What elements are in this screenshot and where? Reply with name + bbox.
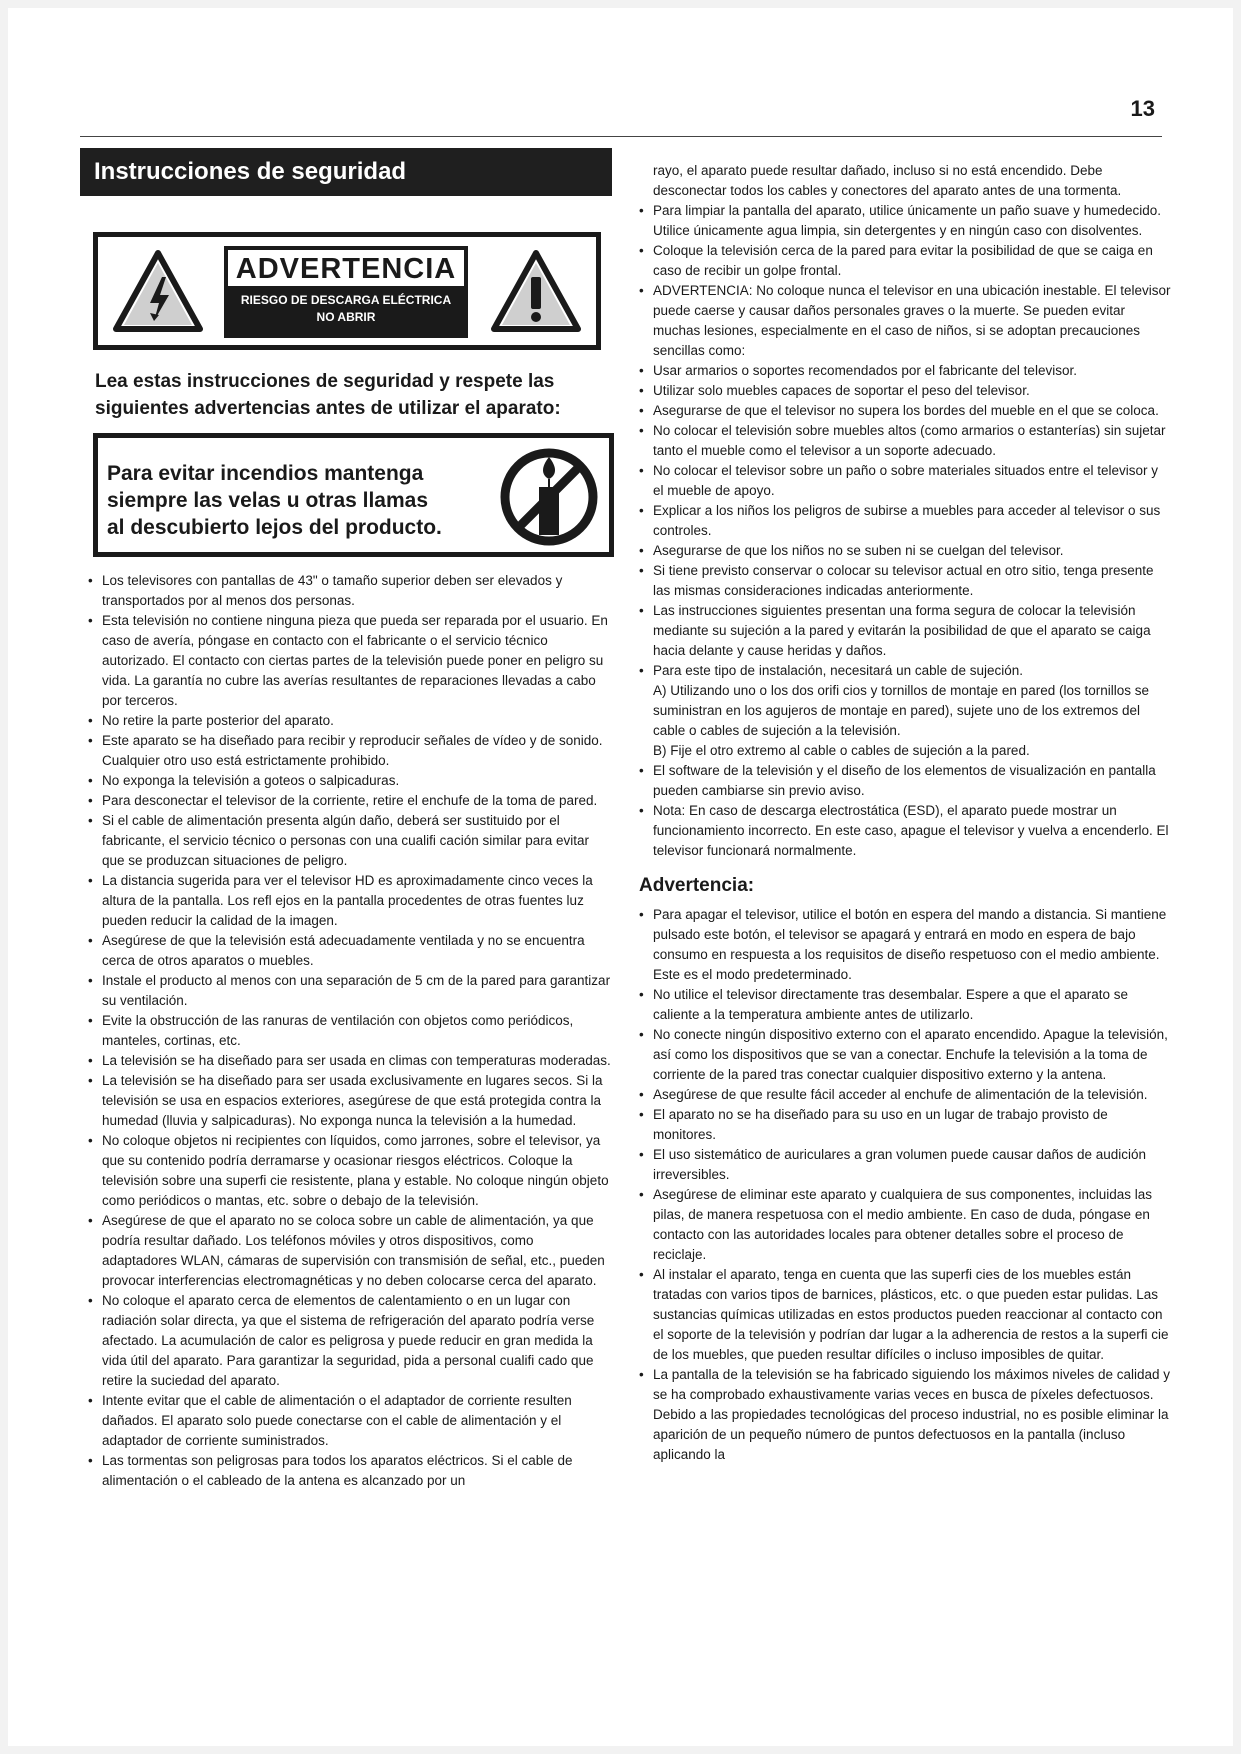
list-item: • Asegúrese de que el aparato no se coloca sobre un cable de alimentación, ya que podría resultar dañado. Los teléfonos móviles y otros dispositivos, como adaptadores WLAN, cámaras de supervisión con transmisión de señal, etc., pueden provocar interferencias electromagnéticas y no deben colocarse cerca del aparato. [85, 1211, 612, 1291]
list-item: • No retire la parte posterior del aparato. [85, 711, 612, 731]
right-bullet-list [636, 201, 1171, 681]
warning-bullet-list [636, 905, 1171, 1465]
list-item: • El aparato no se ha diseñado para su uso en un lugar de trabajo provisto de monitores. [636, 1105, 1171, 1145]
candle-notice-box [93, 433, 614, 557]
warning-line2: NO ABRIR [316, 310, 376, 324]
list-item: • Las tormentas son peligrosas para todos los aparatos eléctricos. Si el cable de alimentación o el cableado de la antena es alcanzado por un [85, 1451, 612, 1491]
left-column [80, 148, 612, 1491]
list-item: • Intente evitar que el cable de alimentación o el adaptador de corriente resulten dañados. El aparato solo puede conectarse con el cable de alimentación y el adaptador de corriente suministrados. [85, 1391, 612, 1451]
list-item: • Coloque la televisión cerca de la pared para evitar la posibilidad de que se caiga en caso de recibir un golpe frontal. [636, 241, 1171, 281]
list-item: • La distancia sugerida para ver el televisor HD es aproximadamente cinco veces la altura de la pantalla. Los refl ejos en la pantalla procedentes de otras fuentes luz pueden reducir la calidad de la imagen. [85, 871, 612, 931]
list-item: • Esta televisión no contiene ninguna pieza que pueda ser reparada por el usuario. En caso de avería, póngase en contacto con el fabricante o el servicio técnico autorizado. El contacto con ciertas partes de la televisión puede poner en peligro su vida. La garantía no cubre las averías resultantes de reparaciones llevadas a cabo por terceros. [85, 611, 612, 711]
list-item: • No utilice el televisor directamente tras desembalar. Espere a que el aparato se caliente a la temperatura ambiente antes de utilizarlo. [636, 985, 1171, 1025]
no-candle-icon [497, 445, 601, 549]
warning-line1: RIESGO DE DESCARGA ELÉCTRICA [240, 293, 452, 307]
mount-step-a: A) Utilizando uno o los dos orifi cios y tornillos de montaje en pared (los tornillos se suministran en los agujeros de montaje en pared), sujete uno de los extremos del cable o cables de sujeción a la televisión. [653, 683, 1149, 738]
list-item: • Instale el producto al menos con una separación de 5 cm de la pared para garantizar su ventilación. [85, 971, 612, 1011]
list-item: • Asegúrese de que resulte fácil acceder al enchufe de alimentación de la televisión. [636, 1085, 1171, 1105]
list-item: • Utilizar solo muebles capaces de soportar el peso del televisor. [636, 381, 1171, 401]
list-item: • Asegúrese de eliminar este aparato y cualquiera de sus componentes, incluidas las pilas, de manera respetuosa con el medio ambiente. En caso de duda, póngase en contacto con las autoridades locales para obtener detalles sobre el proceso de reciclaje. [636, 1185, 1171, 1265]
list-item: • Para este tipo de instalación, necesitará un cable de sujeción. [636, 661, 1171, 681]
list-item: • La pantalla de la televisión se ha fabricado siguiendo los máximos niveles de calidad y se ha comprobado exhaustivamente varias veces en busca de píxeles defectuosos. Debido a las propiedades tecnológicas del proceso industrial, no es posible eliminar la aparición de un pequeño número de puntos defectuosos en la pantalla (incluso aplicando la [636, 1365, 1171, 1465]
list-item: • Para desconectar el televisor de la corriente, retire el enchufe de la toma de pared. [85, 791, 612, 811]
list-item: • Las instrucciones siguientes presentan una forma segura de colocar la televisión mediante su sujeción a la pared y evitarán la posibilidad de que el aparato se caiga hacia delante y cause heridas y daños. [636, 601, 1171, 661]
intro-text: Lea estas instrucciones de seguridad y respete las siguientes advertencias antes de utilizar el aparato: [95, 371, 561, 419]
list-item: • Si el cable de alimentación presenta algún daño, deberá ser sustituido por el fabricante, el servicio técnico o personas con una cualifi cación similar para evitar que se produzcan situaciones de peligro. [85, 811, 612, 871]
warning-heading: Advertencia: [639, 875, 755, 896]
list-item: • La televisión se ha diseñado para ser usada exclusivamente en lugares secos. Si la televisión se usa en espacios exteriores, asegúrese de que está protegida contra la humedad (lluvia y salpicaduras). No exponga nunca la televisión a la humedad. [85, 1071, 612, 1131]
list-item: • Este aparato se ha diseñado para recibir y reproducir señales de vídeo y de sonido. Cualquier otro uso está estrictamente prohibido. [85, 731, 612, 771]
candle-notice-text: Para evitar incendios mantenga siempre las velas u otras llamas al descubierto lejos del producto. [107, 462, 442, 539]
exclamation-warning-icon [490, 249, 582, 333]
mount-step-b: B) Fije el otro extremo al cable o cables de sujeción a la pared. [653, 743, 1030, 758]
warning-label [93, 232, 601, 350]
list-item: • Los televisores con pantallas de 43" o tamaño superior deben ser elevados y transportados por al menos dos personas. [85, 571, 612, 611]
list-item: • No conecte ningún dispositivo externo con el aparato encendido. Apague la televisión, así como los dispositivos que se van a conectar. Enchufe la televisión a la toma de corriente de la pared tras conectar cualquier dispositivo externo y la antena. [636, 1025, 1171, 1085]
page-number: 13 [1130, 96, 1155, 121]
warning-title: ADVERTENCIA [228, 250, 464, 286]
list-item: • Asegúrese de que la televisión está adecuadamente ventilada y no se encuentra cerca de otros aparatos o muebles. [85, 931, 612, 971]
right-bullet-list-2 [636, 761, 1171, 861]
document-page [8, 8, 1233, 1746]
electric-shock-warning-icon [112, 249, 204, 333]
list-item: • Asegurarse de que el televisor no supera los bordes del mueble en el que se coloca. [636, 401, 1171, 421]
right-column [636, 161, 1171, 1465]
list-item: • ADVERTENCIA: No coloque nunca el televisor en una ubicación inestable. El televisor puede caerse y causar daños personales graves o la muerte. Se pueden evitar muchas lesiones, especialmente en el caso de niños, si se adoptan precauciones sencillas como: [636, 281, 1171, 361]
list-item: • Evite la obstrucción de las ranuras de ventilación con objetos como periódicos, manteles, cortinas, etc. [85, 1011, 612, 1051]
list-item: • Nota: En caso de descarga electrostática (ESD), el aparato puede mostrar un funcionamiento incorrecto. En este caso, apague el televisor y vuelva a encenderlo. El televisor funcionará normalmente. [636, 801, 1171, 861]
list-item: • Explicar a los niños los peligros de subirse a muebles para acceder al televisor o sus controles. [636, 501, 1171, 541]
list-item: • El software de la televisión y el diseño de los elementos de visualización en pantalla pueden cambiarse sin previo aviso. [636, 761, 1171, 801]
list-item: • No colocar el televisión sobre muebles altos (como armarios o estanterías) sin sujetar tanto el mueble como el televisor a un soporte adecuado. [636, 421, 1171, 461]
list-item: • El uso sistemático de auriculares a gran volumen puede causar daños de audición irreversibles. [636, 1145, 1171, 1185]
list-item: • Asegurarse de que los niños no se suben ni se cuelgan del televisor. [636, 541, 1171, 561]
list-item: • Usar armarios o soportes recomendados por el fabricante del televisor. [636, 361, 1171, 381]
list-item: • Para limpiar la pantalla del aparato, utilice únicamente un paño suave y humedecido. Utilice únicamente agua limpia, sin detergentes y en ningún caso con disolventes. [636, 201, 1171, 241]
list-item: • No coloque el aparato cerca de elementos de calentamiento o en un lugar con radiación solar directa, ya que el sistema de refrigeración del aparato podría verse afectado. La acumulación de calor es peligrosa y puede reducir en gran medida la vida útil del aparato. Para garantizar la seguridad, pida a personal cualifi cado que retire la suciedad del aparato. [85, 1291, 612, 1391]
list-item: • Al instalar el aparato, tenga en cuenta que las superfi cies de los muebles están tratadas con varios tipos de barnices, plásticos, etc. o que pueden estar pulidas. Las sustancias químicas utilizadas en estos productos pueden reaccionar al contacto con el soporte de la televisión y podrían dar lugar a la adherencia de restos a la superfi cie de los muebles, que pueden resultar difíciles o incluso imposibles de quitar. [636, 1265, 1171, 1365]
left-bullet-list [85, 571, 612, 1491]
list-item: • La televisión se ha diseñado para ser usada en climas con temperaturas moderadas. [85, 1051, 612, 1071]
list-item: • No colocar el televisor sobre un paño o sobre materiales situados entre el televisor y el mueble de apoyo. [636, 461, 1171, 501]
list-item: • Para apagar el televisor, utilice el botón en espera del mando a distancia. Si mantiene pulsado este botón, el televisor se apagará y entrará en modo en espera de bajo consumo en respuesta a los requisitos de diseño respetuoso con el medio ambiente. Este es el modo predeterminado. [636, 905, 1171, 985]
header-rule [80, 136, 1162, 137]
continued-paragraph: rayo, el aparato puede resultar dañado, incluso si no está encendido. Debe desconectar todos los cables y conectores del aparato antes de una tormenta. [653, 163, 1122, 198]
list-item: • Si tiene previsto conservar o colocar su televisor actual en otro sitio, tenga presente las mismas consideraciones indicadas anteriormente. [636, 561, 1171, 601]
section-title: Instrucciones de seguridad [80, 148, 612, 196]
list-item: • No exponga la televisión a goteos o salpicaduras. [85, 771, 612, 791]
list-item: • No coloque objetos ni recipientes con líquidos, como jarrones, sobre el televisor, ya que su contenido podría derramarse y ocasionar riesgos eléctricos. Coloque la televisión sobre una superfi cie resistente, plana y estable. No coloque ningún objeto como periódicos o mantas, etc. sobre o debajo de la televisión. [85, 1131, 612, 1211]
warning-label-center [224, 246, 468, 338]
